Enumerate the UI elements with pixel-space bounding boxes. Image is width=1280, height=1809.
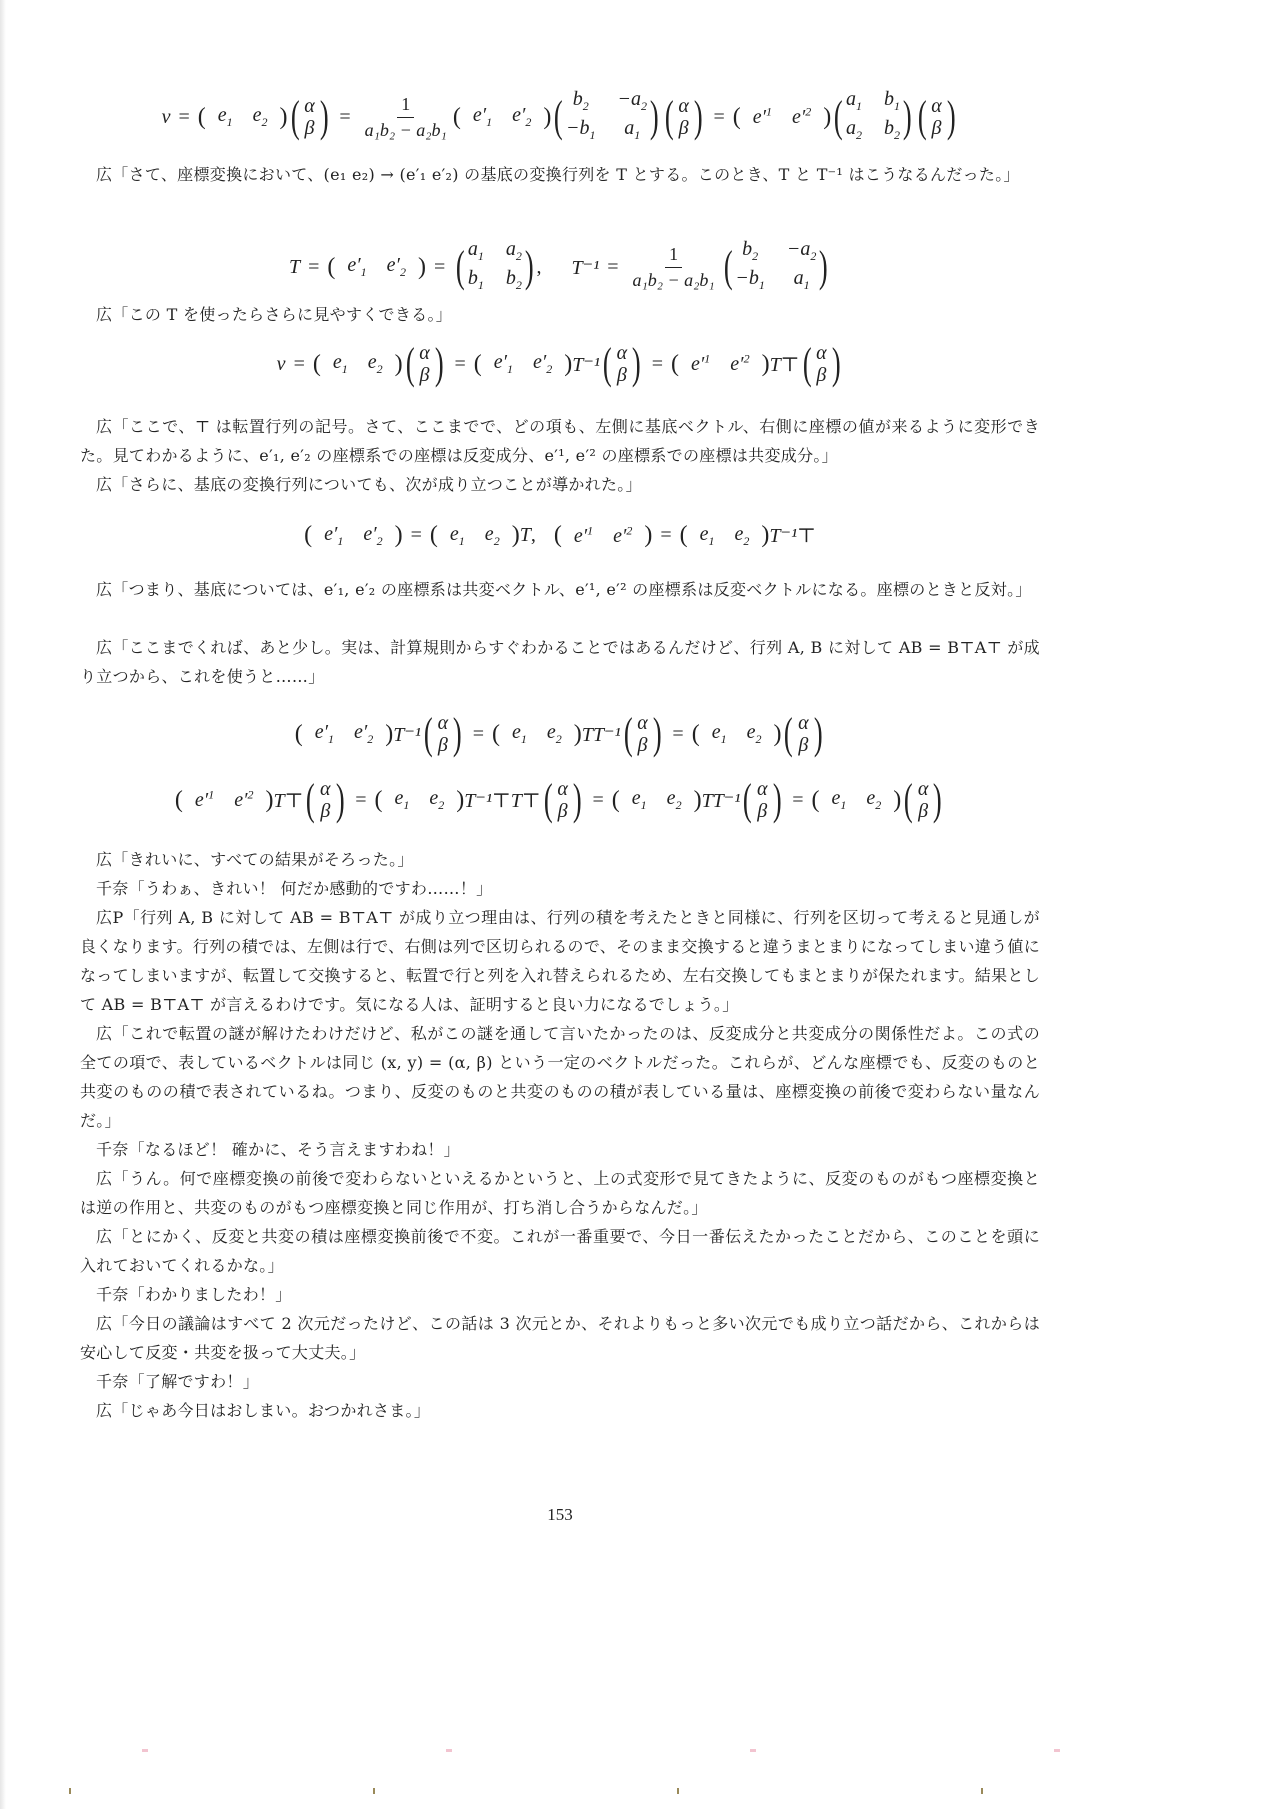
scan-mark xyxy=(750,1749,756,1752)
equation-2: T = ( $e'_1$ $e'_2$ ) = ( $a_1$ $a_2$ $b_1$ $b_2$ ) , T⁻¹ = $\frac{1}{\text{a₁b₂ − a₂b₁}}$ ( $b_2$ $-a_2$ $-b_1$ $a_1$ ) xyxy=(289,238,829,292)
scan-mark xyxy=(981,1788,983,1794)
equation-3: v = ( $e_1$ $e_2$ ) ( α β ) = ( $e'_1$ $e'_2$ ) T⁻¹ ( α β ) = ( $e'^1$ $e'^2$ ) T⊤ ( α β ) xyxy=(276,339,841,388)
equation-1: v = ( $e_1$ $e_2$ ) ( α β ) = $\frac{1}{\text{a₁b₂ − a₂b₁}}$ ( $e'_1$ $e'_2$ ) ( $b_2$ $-a_2$ $-b_1$ $a_1$ ) ( α β ) = ( $e'^1$ $e'^2$ ) ( $a_1$ $b_1$ $a_2$ $b_2$ ) ( α β ) xyxy=(161,88,956,142)
dialogue-paragraph: 千奈「了解ですわ！」 xyxy=(96,1372,260,1391)
page-edge-shadow xyxy=(0,0,6,1809)
dialogue-paragraph: 広「じゃあ今日はおしまい。おつかれさま。」 xyxy=(96,1401,431,1420)
page-number: 153 xyxy=(547,1505,573,1524)
dialogue-paragraph: 広「ここで、⊤ は転置行列の記号。さて、ここまでで、どの項も、左側に基底ベクトル、右側に座標の値が来るように変形できた。見てわかるように、e′₁, e′₂ の座標系での座標は反変成分、e′¹, e′² の座標系での座標は共変成分。」 xyxy=(80,417,1040,465)
symbol-T: T xyxy=(289,255,301,278)
dialogue-paragraph: 広「きれいに、すべての結果がそろった。」 xyxy=(96,850,414,869)
fraction: $\frac{1}{\text{a₁b₂ − a₂b₁}}$ xyxy=(364,93,447,140)
scan-mark xyxy=(373,1788,375,1794)
dialogue-paragraph: 千奈「なるほど！ 確かに、そう言えますわね！」 xyxy=(96,1140,460,1159)
dialogue-paragraph: 広「つまり、基底については、e′₁, e′₂ の座標系は共変ベクトル、e′¹, e′² の座標系は反変ベクトルになる。座標のときと反対。」 xyxy=(96,580,1032,599)
dialogue-paragraph: 千奈「うわぁ、きれい！ 何だか感動的ですわ……！」 xyxy=(96,879,493,898)
equation-4: ( $e'_1$ $e'_2$ ) = ( $e_1$ $e_2$ ) T , ( $e'^1$ $e'^2$ ) = ( $e_1$ $e_2$ ) T⁻¹⊤ xyxy=(304,522,816,548)
equals-sign: = xyxy=(178,105,190,128)
equation-6: ( $e'^1$ $e'^2$ ) T⊤ ( α β ) = ( $e_1$ $e_2$ ) T⁻¹⊤T⊤ ( α β ) = ( $e_1$ $e_2$ ) TT⁻¹ ( α β ) = ( $e_1$ $e_2$ ) ( α β ) xyxy=(174,775,943,824)
dialogue-paragraph: 広「ここまでくれば、あと少し。実は、計算規則からすぐわかることではあるんだけど、行列 A, B に対して AB = B⊤A⊤ が成り立つから、これを使うと……」 xyxy=(80,638,1040,686)
dialogue-paragraph: 広「うん。何で座標変換の前後で変わらないといえるかというと、上の式変形で見てきたように、反変のものがもつ座標変換とは逆の作用と、共変のものがもつ座標変換と同じ作用が、打ち消し合うからなんだ。」 xyxy=(80,1169,1040,1217)
scan-mark xyxy=(69,1788,71,1794)
dialogue-paragraph: 広P「行列 A, B に対して AB = B⊤A⊤ が成り立つ理由は、行列の積を考えたときと同様に、行列を区切って考えると見通しが良くなります。行列の積では、左側は行で、右側は列で区切られるので、そのまま交換すると違うまとまりになってしまい違う値になってしまいますが、転置して交換すると、転置で行と列を入れ替えられるため、左右交換してもまとまりが保たれます。結果として AB = B⊤A⊤ が言えるわけです。気になる人は、証明すると良い力になるでしょう。」 xyxy=(80,908,1040,1014)
dialogue-paragraph: 千奈「わかりましたわ！」 xyxy=(96,1285,292,1304)
dialogue-paragraph: 広「とにかく、反変と共変の積は座標変換前後で不変。これが一番重要で、今日一番伝えたかったことだから、このことを頭に入れておいてくれるかな。」 xyxy=(80,1227,1040,1275)
scan-mark xyxy=(446,1749,452,1752)
scan-mark xyxy=(1054,1749,1060,1752)
dialogue-paragraph: 広「この T を使ったらさらに見やすくできる。」 xyxy=(96,305,453,324)
dialogue-paragraph: 広「さらに、基底の変換行列についても、次が成り立つことが導かれた。」 xyxy=(96,475,642,494)
dialogue-paragraph: 広「今日の議論はすべて 2 次元だったけど、この話は 3 次元とか、それよりもっと多い次元でも成り立つ話だから、これからは安心して反変・共変を扱って大丈夫。」 xyxy=(80,1314,1040,1362)
scan-mark xyxy=(142,1749,148,1752)
symbol-v: v xyxy=(161,105,171,128)
equation-5: ( $e'_1$ $e'_2$ ) T⁻¹ ( α β ) = ( $e_1$ $e_2$ ) TT⁻¹ ( α β ) = ( $e_1$ $e_2$ ) ( α β ) xyxy=(294,709,823,758)
symbol-T-inverse: T⁻¹ xyxy=(571,256,600,279)
dialogue-paragraph: 広「さて、座標変換において、(e₁ e₂) → (e′₁ e′₂) の基底の変換行列を T とする。このとき、T と T⁻¹ はこうなるんだった。」 xyxy=(96,165,1020,184)
scan-mark xyxy=(677,1788,679,1794)
dialogue-paragraph: 広「これで転置の謎が解けたわけだけど、私がこの謎を通して言いたかったのは、反変成分と共変成分の関係性だよ。この式の全ての項で、表しているベクトルは同じ (x, y) = (α, β) という一定のベクトルだった。これらが、どんな座標でも、反変のものと共変のものの積で表されているね。つまり、反変のものと共変のものの積が表している量は、座標変換の前後で変わらない量なんだ。」 xyxy=(80,1024,1040,1130)
